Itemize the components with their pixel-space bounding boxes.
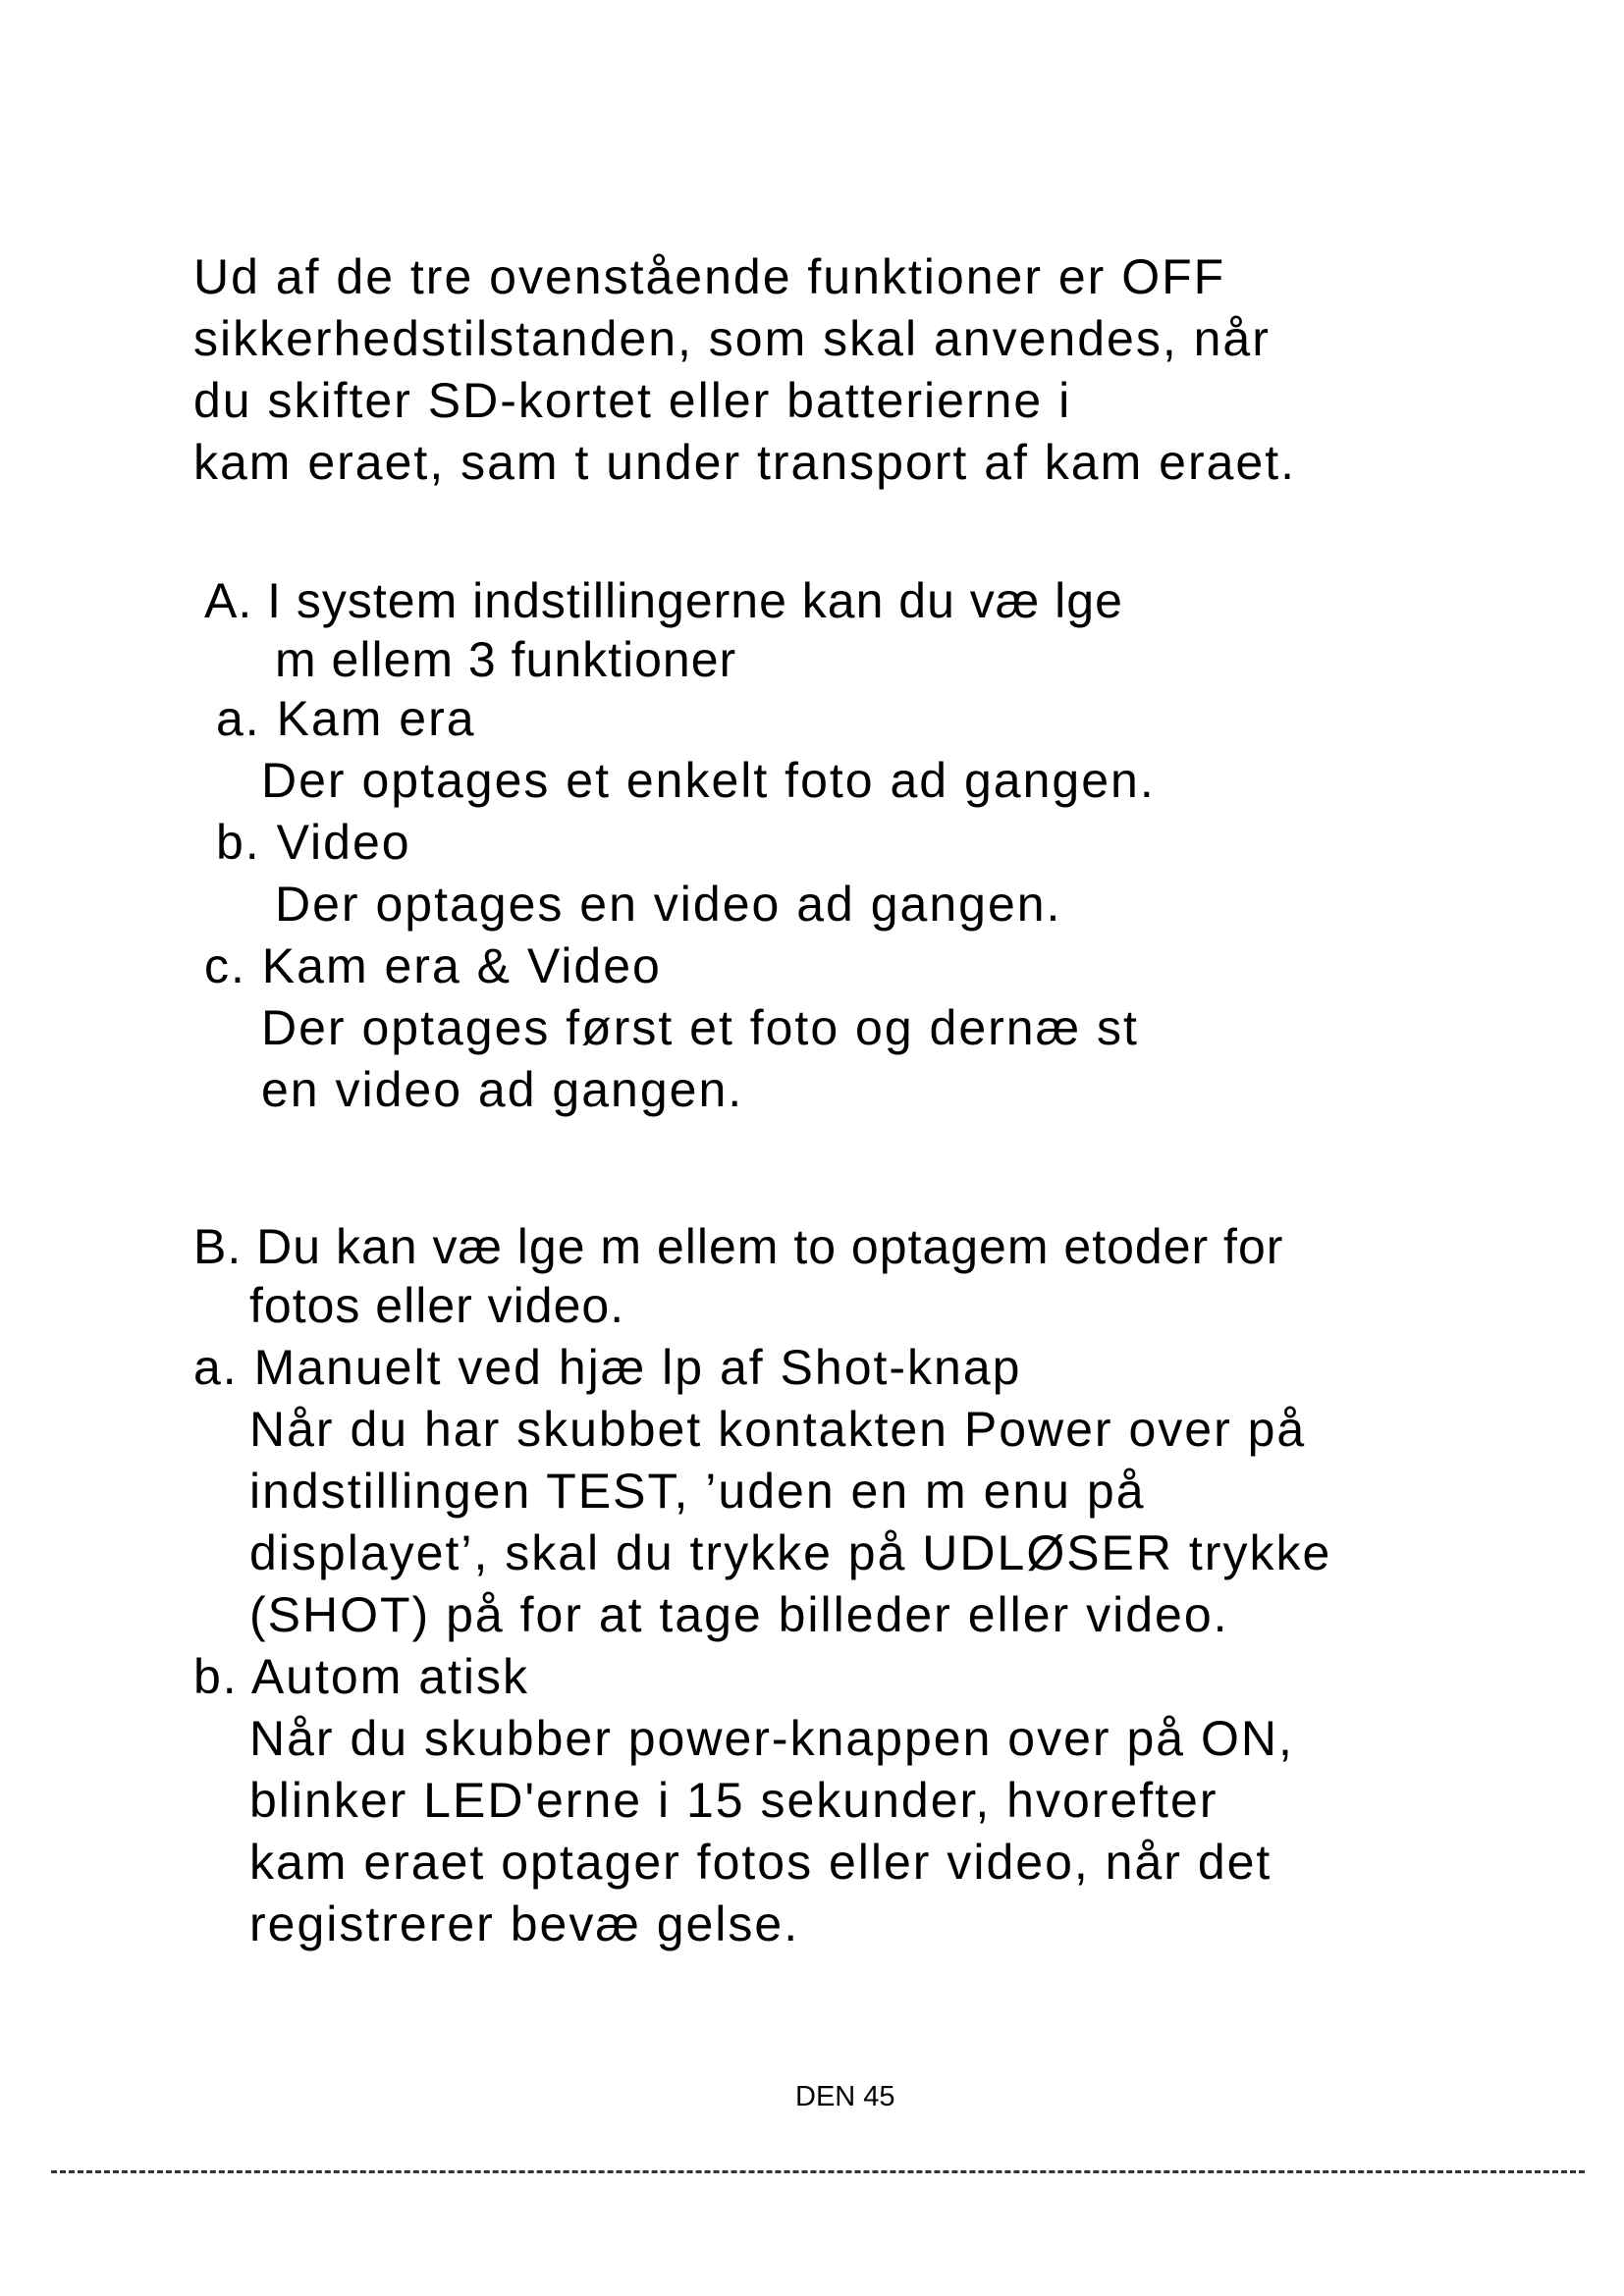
intro-line-4: kam eraet, sam t under transport af kam eraet. <box>193 435 1297 490</box>
section-a-item-b-text: Der optages en video ad gangen. <box>275 877 1062 932</box>
section-a-item-a-label: a. Kam era <box>216 691 476 746</box>
section-b-item-a-text-line-2: indstillingen TEST, ’uden en m enu på <box>249 1464 1146 1519</box>
section-b-heading-line-2: fotos eller video. <box>249 1278 625 1333</box>
section-b-item-b-text-line-1: Når du skubber power-knappen over på ON, <box>249 1711 1294 1766</box>
section-a-item-a-text: Der optages et enkelt foto ad gangen. <box>261 753 1156 808</box>
section-a-item-c-label: c. Kam era & Video <box>204 938 662 993</box>
section-a-heading-line-2: m ellem 3 funktioner <box>275 632 737 687</box>
section-b-item-b-label: b. Autom atisk <box>193 1649 530 1704</box>
section-a-heading-line-1: A. I system indstillingerne kan du væ lge <box>204 573 1123 628</box>
footer-divider <box>51 2170 1585 2173</box>
intro-line-2: sikkerhedstilstanden, som skal anvendes, når <box>193 311 1271 366</box>
section-b-item-a-text-line-1: Når du har skubbet kontakten Power over på <box>249 1402 1307 1457</box>
intro-line-3: du skifter SD-kortet eller batterierne i <box>193 373 1072 428</box>
page-number: DEN 45 <box>795 2081 895 2112</box>
section-b-item-a-label: a. Manuelt ved hjæ lp af Shot-knap <box>193 1340 1022 1395</box>
intro-line-1: Ud af de tre ovenstående funktioner er OFF <box>193 249 1226 304</box>
section-a-item-b-label: b. Video <box>216 815 411 870</box>
section-a-item-c-text-line-2: en video ad gangen. <box>261 1062 744 1117</box>
section-b-item-b-text-line-3: kam eraet optager fotos eller video, når det <box>249 1835 1272 1890</box>
section-a-item-c-text-line-1: Der optages først et foto og dernæ st <box>261 1000 1139 1055</box>
section-b-item-a-text-line-3: displayet’, skal du trykke på UDLØSER trykke <box>249 1525 1332 1580</box>
section-b-item-a-text-line-4: (SHOT) på for at tage billeder eller video. <box>249 1587 1229 1642</box>
section-b-item-b-text-line-4: registrerer bevæ gelse. <box>249 1896 800 1951</box>
section-b-item-b-text-line-2: blinker LED'erne i 15 sekunder, hvorefter <box>249 1773 1218 1828</box>
section-b-heading-line-1: B. Du kan væ lge m ellem to optagem etoder for <box>193 1219 1284 1274</box>
